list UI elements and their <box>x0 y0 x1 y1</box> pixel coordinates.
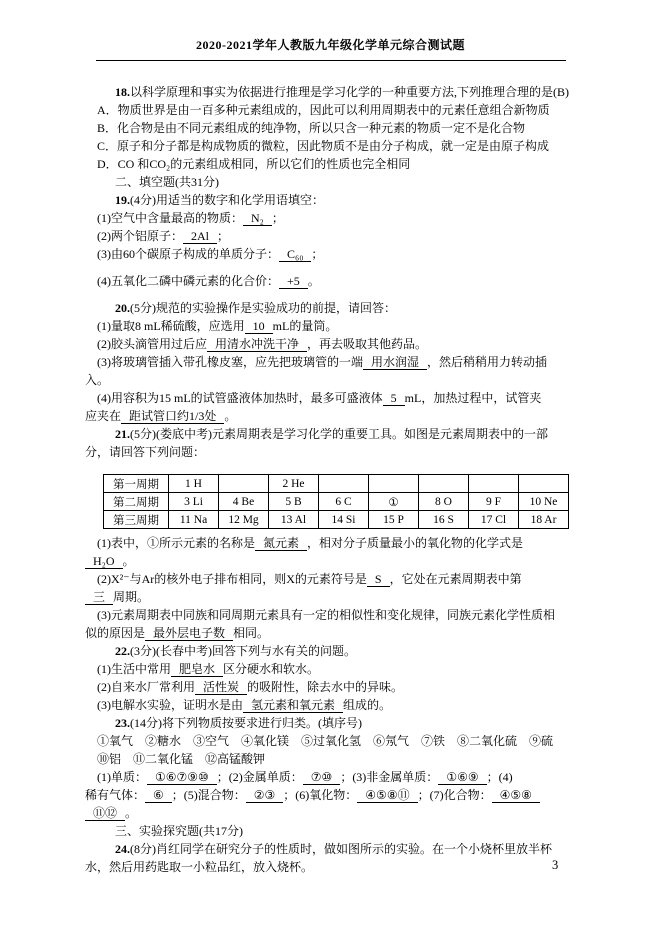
element-cell: 18 Ar <box>519 511 569 529</box>
text-segment: (14分)将下列物质按要求进行归类。(填序号) <box>130 716 362 730</box>
element-cell: 5 B <box>269 493 319 511</box>
text-segment: 组成的。 <box>343 698 392 712</box>
answer-blank: 10 <box>245 319 273 334</box>
text-line <box>85 786 585 804</box>
element-cell: ① <box>369 493 419 511</box>
text-segment: (2)胶头滴管用过后应 <box>97 337 207 351</box>
text-line <box>85 750 585 768</box>
text-segment: 的吸附性，除去水中的异味。 <box>247 680 404 694</box>
text-line <box>85 389 585 407</box>
period-row-header: 第二周期 <box>104 493 169 511</box>
text-line <box>85 624 585 642</box>
text-segment: (5分)(娄底中考)元素周期表是学习化学的重要工具。如图是元素周期表中的一部 <box>130 427 548 441</box>
answer-blank: S <box>367 572 390 587</box>
period-row-header: 第一周期 <box>104 475 169 493</box>
text-line <box>85 317 585 335</box>
text-line <box>85 101 585 119</box>
text-line <box>85 407 585 425</box>
text-segment: 。 <box>125 806 138 820</box>
text-line <box>85 534 585 552</box>
text-segment: (3)电解水实验，证明水是由 <box>97 698 243 712</box>
text-segment: ；(4) <box>486 770 513 784</box>
text-line <box>85 858 585 876</box>
answer-blank: 三 <box>85 590 113 605</box>
text-segment: (3)元素周期表中同族和同周期元素具有一定的相似性和变化规律，同族元素化学性质相 <box>97 608 555 622</box>
element-cell: 4 Be <box>219 493 269 511</box>
answer-blank: 氮元素 <box>255 536 307 551</box>
text-segment: ； <box>271 211 284 225</box>
answer-blank: N₂ <box>243 211 272 226</box>
element-cell: 14 Si <box>319 511 369 529</box>
text-segment: 22. <box>115 644 130 658</box>
header-rule <box>96 60 566 61</box>
text-line <box>85 425 585 443</box>
text-line <box>85 119 585 137</box>
answer-blank: C₆₀ <box>279 247 311 262</box>
answer-blank: 活性炭 <box>195 680 247 695</box>
text-segment: ，相对分子质量最小的氧化物的化学式是 <box>307 536 524 550</box>
text-line <box>85 299 585 317</box>
table-row <box>104 475 569 493</box>
answer-blank: 用清水冲洗干净 <box>207 337 307 352</box>
answer-blank: +5 <box>279 274 308 289</box>
element-cell <box>369 475 419 493</box>
text-segment: ；(6)氧化物： <box>283 788 358 802</box>
element-cell: 13 Al <box>269 511 319 529</box>
answer-blank: 5 <box>383 391 405 406</box>
element-cell: 6 C <box>319 493 369 511</box>
element-cell: 17 Cl <box>469 511 519 529</box>
text-segment: 24. <box>115 842 130 856</box>
element-cell: 12 Mg <box>219 511 269 529</box>
text-line <box>85 191 585 209</box>
text-segment: 21. <box>115 427 130 441</box>
text-line <box>85 714 585 732</box>
text-segment: 分，请回答下列问题： <box>85 445 206 459</box>
element-cell: 1 H <box>169 475 219 493</box>
answer-blank: ④⑤⑧ <box>492 788 540 803</box>
answer-blank: ④⑤⑧⑪ <box>357 788 417 803</box>
text-segment: 。 <box>307 274 320 288</box>
text-line <box>85 227 585 245</box>
text-segment: 应夹在 <box>85 409 122 423</box>
text-segment: 23. <box>115 716 130 730</box>
text-line <box>85 335 585 353</box>
text-segment: (3)由60个碳原子构成的单质分子： <box>97 247 279 261</box>
text-line <box>85 245 585 263</box>
text-segment: mL，加热过程中，试管夹 <box>404 391 542 405</box>
answer-blank: ①⑥⑨ <box>438 770 486 785</box>
text-segment: ，然后稍稍用力转动插 <box>427 355 548 369</box>
text-segment: ，再去吸取其他药品。 <box>307 337 428 351</box>
text-segment: (8分)肖红同学在研究分子的性质时，做如图所示的实验。在一个小烧杯里放半杯 <box>130 842 552 856</box>
text-segment: (1)空气中含量最高的物质： <box>97 211 243 225</box>
text-segment: (2)X²⁻与Ar的核外电子排布相同，则X的元素符号是 <box>97 572 367 586</box>
text-segment: 。 <box>224 409 237 423</box>
text-segment: 。 <box>122 554 135 568</box>
page-number: 3 <box>552 858 559 872</box>
text-segment: (3)将玻璃管插入带孔橡皮塞，应先把玻璃管的一端 <box>97 355 363 369</box>
text-line <box>85 173 585 191</box>
text-segment: 19. <box>115 193 130 207</box>
text-segment: ；(5)混合物： <box>171 788 246 802</box>
answer-blank: 距试管口约1/3处 <box>121 409 224 424</box>
text-line <box>85 822 585 840</box>
text-line <box>85 137 585 155</box>
answer-blank: ②③ <box>246 788 284 803</box>
element-cell: 15 P <box>369 511 419 529</box>
answer-blank: ⑥ <box>145 788 172 803</box>
element-cell: 8 O <box>419 493 469 511</box>
element-cell: 10 Ne <box>519 493 569 511</box>
element-cell: 3 Li <box>169 493 219 511</box>
element-cell <box>219 475 269 493</box>
text-segment: ；(2)金属单质： <box>216 770 303 784</box>
text-segment: ⑩铝 ⑪二氧化锰 ⑫高锰酸钾 <box>97 752 266 766</box>
text-line <box>85 83 585 101</box>
text-segment: (1)量取8 mL稀硫酸，应选用 <box>97 319 245 333</box>
text-segment: ，它处在元素周期表中第 <box>389 572 522 586</box>
text-line <box>85 642 585 660</box>
text-line <box>85 443 585 461</box>
text-segment: 区分硬水和软水。 <box>223 662 320 676</box>
text-segment: 以科学原理和事实为依据进行推理是学习化学的一种重要方法,下列推理合理的是(B) <box>130 85 569 99</box>
text-segment: 水，然后用药匙取一小粒品红，放入烧杯。 <box>85 860 314 874</box>
text-segment: 似的原因是 <box>85 626 146 640</box>
page-header-title: 2020-2021学年人教版九年级化学单元综合测试题 <box>196 38 465 52</box>
text-segment: (1)单质： <box>97 770 147 784</box>
text-line <box>85 371 585 389</box>
element-cell: 16 S <box>419 511 469 529</box>
text-line <box>85 588 585 606</box>
text-segment: (4)五氧化二磷中磷元素的化合价： <box>97 274 279 288</box>
element-cell: 9 F <box>469 493 519 511</box>
text-line <box>85 732 585 750</box>
period-row-header: 第三周期 <box>104 511 169 529</box>
text-segment: 相同。 <box>233 626 270 640</box>
answer-blank: 氢元素和氧元素 <box>243 698 343 713</box>
text-segment: 周期。 <box>113 590 150 604</box>
text-line <box>85 804 585 822</box>
text-segment: ； <box>217 229 230 243</box>
text-segment: 入。 <box>85 373 110 387</box>
text-segment: D．CO 和CO₂的元素组成相同，所以它们的性质也完全相同 <box>97 157 411 171</box>
element-cell <box>519 475 569 493</box>
element-cell <box>319 475 369 493</box>
text-segment: C．原子和分子都是构成物质的微粒，因此物质不是由分子构成，就一定是由原子构成 <box>97 139 550 153</box>
text-segment: ；(3)非金属单质： <box>340 770 439 784</box>
text-line <box>85 606 585 624</box>
text-line <box>85 552 585 570</box>
table-row <box>104 511 569 529</box>
text-line <box>85 353 585 371</box>
text-segment: 18. <box>115 85 130 99</box>
text-segment: ①氧气 ②糖水 ③空气 ④氧化镁 ⑤过氧化氢 ⑥氖气 ⑦铁 ⑧二氧化硫 ⑨硫 <box>97 734 554 748</box>
element-cell <box>469 475 519 493</box>
text-line <box>85 768 585 786</box>
answer-blank: 2Al <box>183 229 217 244</box>
text-line <box>85 209 585 227</box>
answer-blank: ⑪⑫ <box>85 806 125 821</box>
text-line <box>85 678 585 696</box>
text-line <box>85 272 585 290</box>
answer-blank: ⑦⑩ <box>303 770 341 785</box>
answer-blank: 最外层电子数 <box>145 626 233 641</box>
element-cell: 11 Na <box>169 511 219 529</box>
text-line <box>85 155 585 173</box>
answer-blank: ①⑥⑦⑨⑩ <box>147 770 217 785</box>
text-segment: ；(7)化合物： <box>417 788 492 802</box>
text-segment: A．物质世界是由一百多种元素组成的，因此可以利用周期表中的元素任意组合新物质 <box>97 103 550 117</box>
text-segment: (1)生活中常用 <box>97 662 171 676</box>
text-segment: mL的量筒。 <box>272 319 338 333</box>
text-segment: (1)表中，①所示元素的名称是 <box>97 536 255 550</box>
text-segment: (2)自来水厂常利用 <box>97 680 195 694</box>
text-segment: 三、实验探究题(共17分) <box>115 824 243 838</box>
answer-blank: H₂O <box>85 554 123 569</box>
text-segment: 二、填空题(共31分) <box>115 175 219 189</box>
answer-blank: 用水润湿 <box>363 355 427 370</box>
text-segment: 稀有气体： <box>85 788 146 802</box>
text-segment: ； <box>311 247 324 261</box>
periodic-table-excerpt <box>103 474 569 529</box>
text-segment: (4分)用适当的数字和化学用语填空： <box>130 193 324 207</box>
text-line <box>85 840 585 858</box>
text-line <box>85 660 585 678</box>
text-segment: (5分)规范的实验操作是实验成功的前提，请回答： <box>130 301 396 315</box>
element-cell <box>419 475 469 493</box>
text-line <box>85 696 585 714</box>
document-body <box>85 83 585 876</box>
text-segment: 20. <box>115 301 130 315</box>
text-segment: (2)两个铝原子： <box>97 229 183 243</box>
element-cell: 2 He <box>269 475 319 493</box>
text-segment: (3分)(长春中考)回答下列与水有关的问题。 <box>130 644 356 658</box>
text-segment: (4)用容积为15 mL的试管盛液体加热时，最多可盛液体 <box>97 391 383 405</box>
text-line <box>85 570 585 588</box>
answer-blank: 肥皂水 <box>171 662 223 677</box>
table-row <box>104 493 569 511</box>
text-segment: B．化合物是由不同元素组成的纯净物，所以只含一种元素的物质一定不是化合物 <box>97 121 526 135</box>
